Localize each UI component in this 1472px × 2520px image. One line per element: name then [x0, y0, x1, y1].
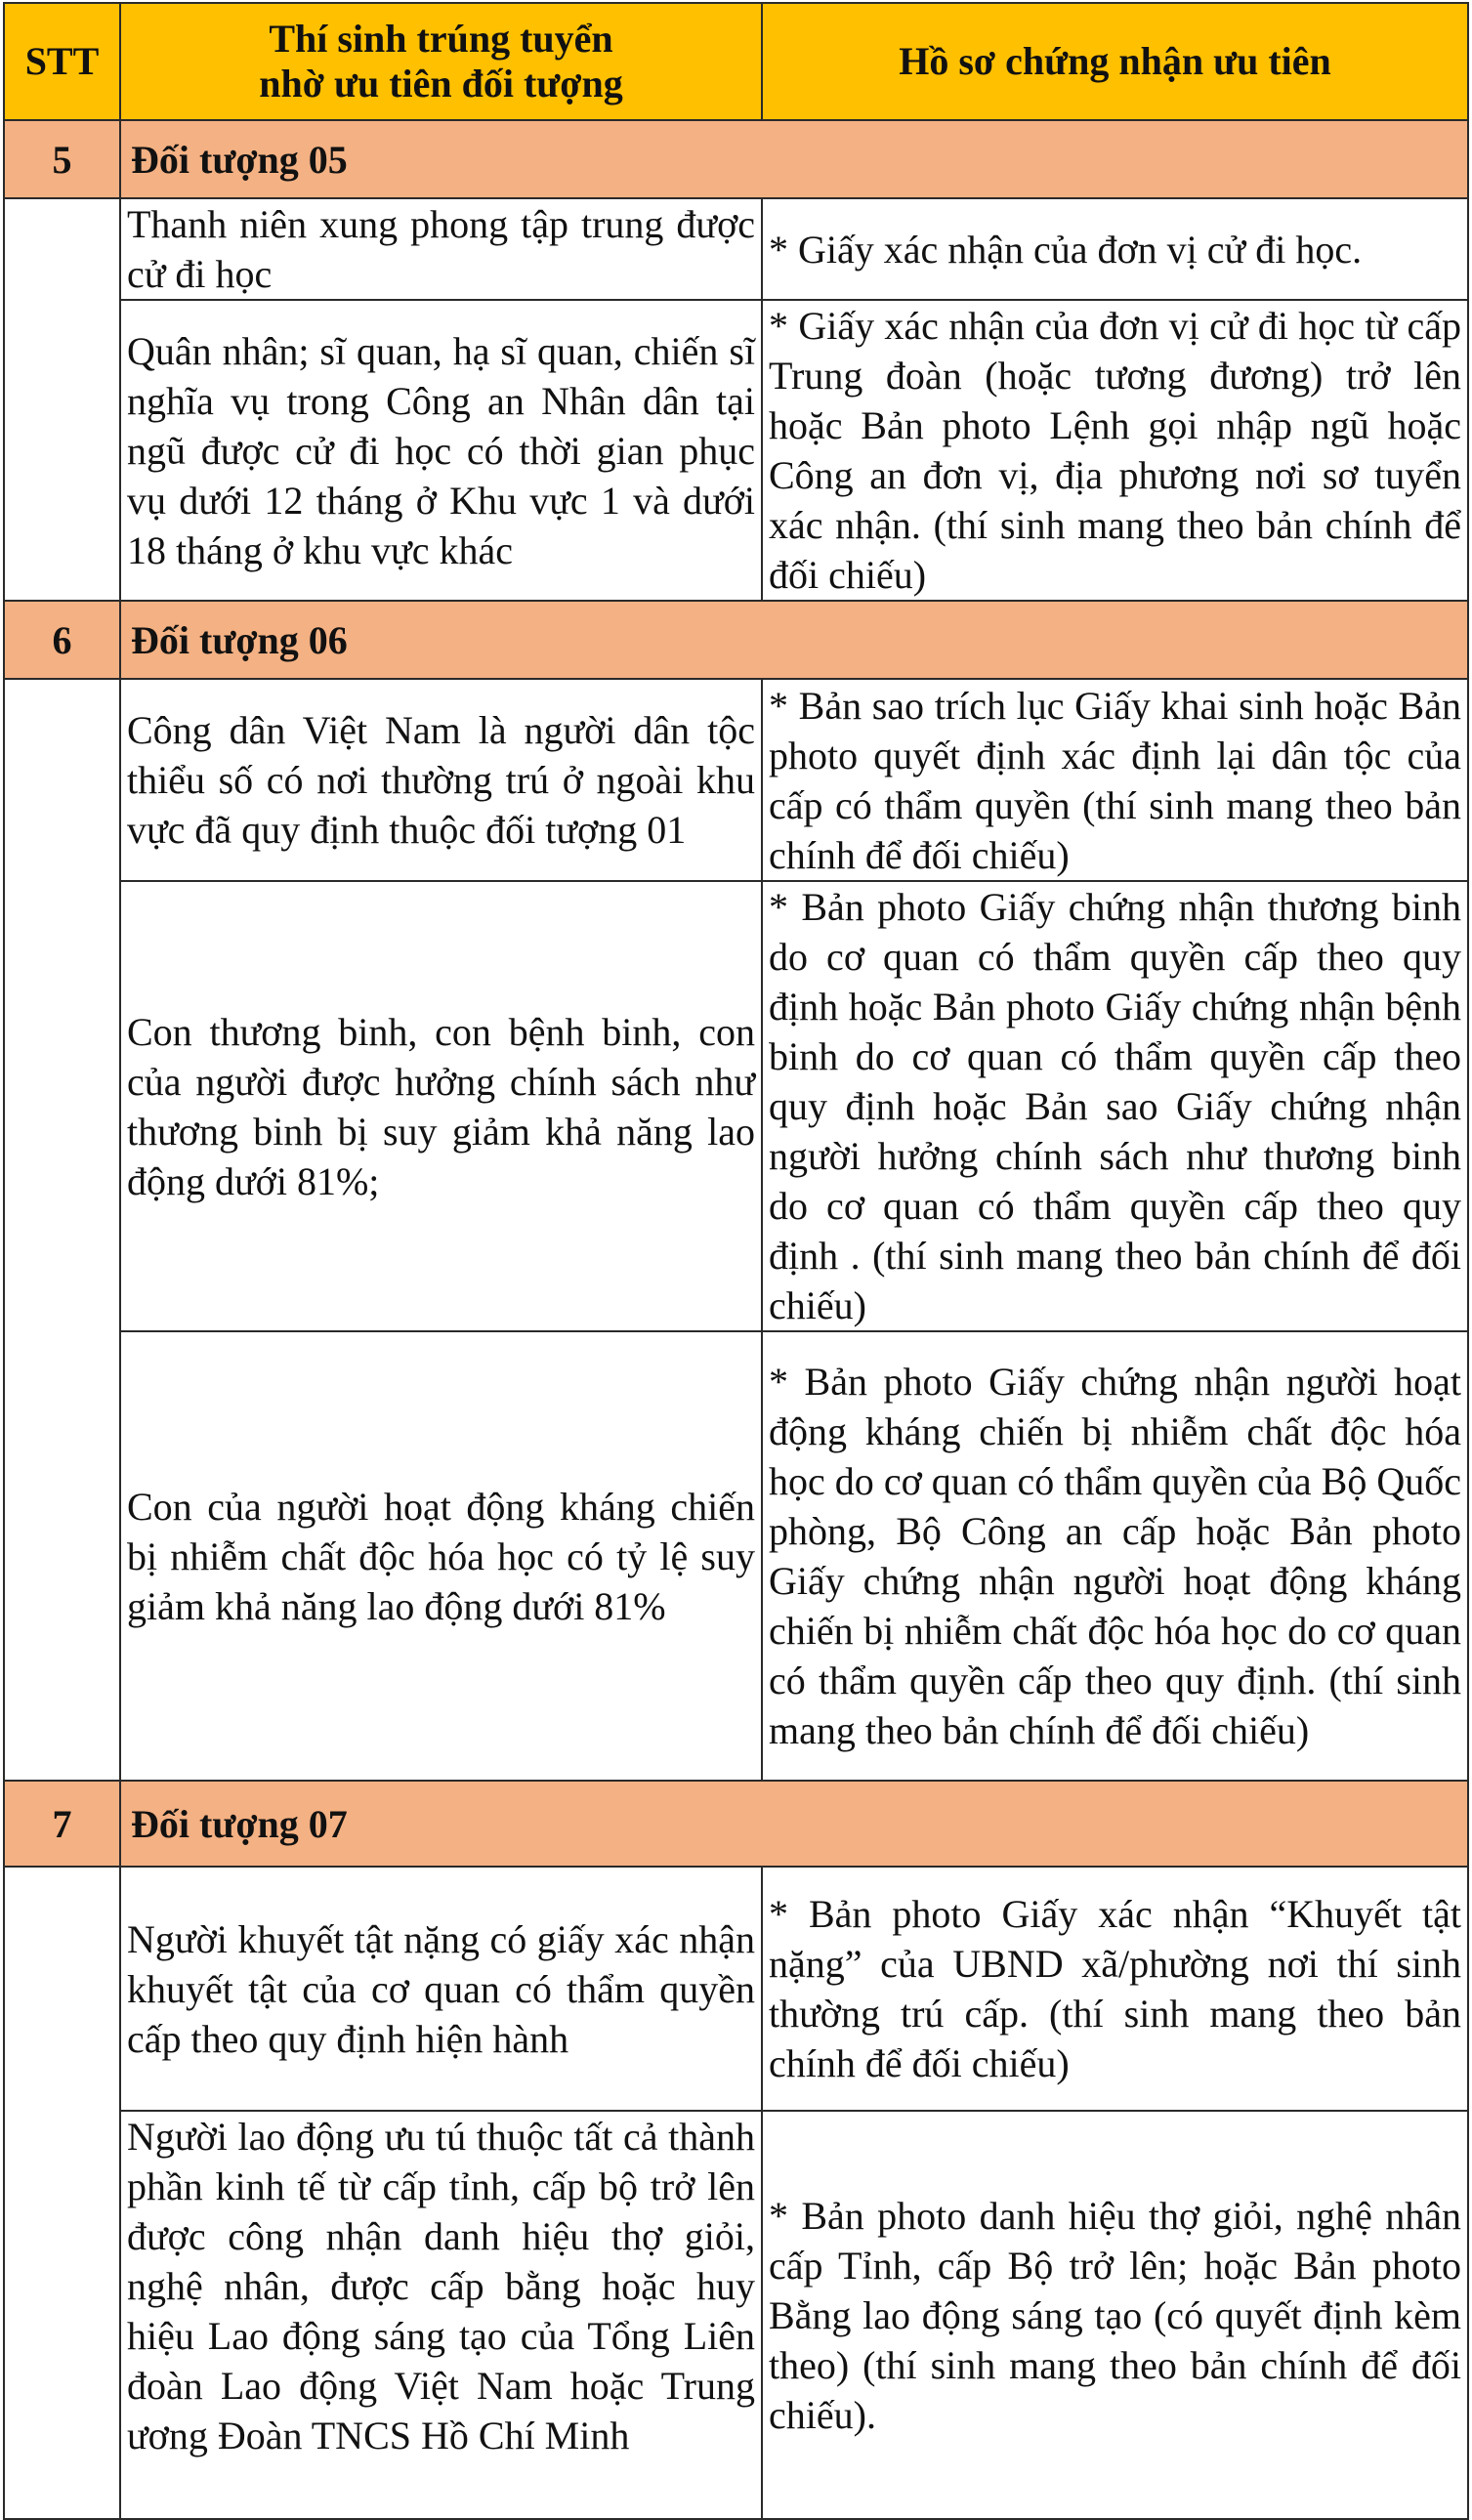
group-row-06	[4, 601, 1468, 679]
header-documents: Hồ sơ chứng nhận ưu tiên	[762, 3, 1468, 120]
header-candidate-type-line2: nhờ ưu tiên đối tượng	[259, 62, 623, 105]
table-row	[4, 300, 1468, 601]
documents-cell: * Bản photo Giấy chứng nhận người hoạt động kháng chiến bị nhiễm chất độc hóa học do cơ quan có thẩm quyền của Bộ Quốc phòng, Bộ Công an cấp hoặc Bản photo Giấy chứng nhận người hoạt động kháng chiến bị nhiễm chất độc hóa học do cơ quan có thẩm quyền cấp theo quy định. (thí sinh mang theo bản chính để đối chiếu)	[762, 1331, 1468, 1781]
candidate-cell: Người lao động ưu tú thuộc tất cả thành phần kinh tế từ cấp tỉnh, cấp bộ trở lên được công nhận danh hiệu thợ giỏi, nghệ nhân, được cấp bằng hoặc huy hiệu Lao động sáng tạo của Tổng Liên đoàn Lao động Việt Nam hoặc Trung ương Đoàn TNCS Hồ Chí Minh	[120, 2111, 762, 2519]
table-row	[4, 2111, 1468, 2519]
candidate-cell: Công dân Việt Nam là người dân tộc thiểu số có nơi thường trú ở ngoài khu vực đã quy định thuộc đối tượng 01	[120, 679, 762, 881]
candidate-cell: Người khuyết tật nặng có giấy xác nhận khuyết tật của cơ quan có thẩm quyền cấp theo quy định hiện hành	[120, 1867, 762, 2111]
documents-cell: * Bản sao trích lục Giấy khai sinh hoặc Bản photo quyết định xác định lại dân tộc của cấp có thẩm quyền (thí sinh mang theo bản chính để đối chiếu)	[762, 679, 1468, 881]
candidate-cell: Quân nhân; sĩ quan, hạ sĩ quan, chiến sĩ nghĩa vụ trong Công an Nhân dân tại ngũ được cử đi học có thời gian phục vụ dưới 12 tháng ở Khu vực 1 và dưới 18 tháng ở khu vực khác	[120, 300, 762, 601]
candidate-cell: Thanh niên xung phong tập trung được cử đi học	[120, 198, 762, 300]
group-number: 6	[4, 601, 120, 679]
documents-cell: * Bản photo Giấy xác nhận “Khuyết tật nặng” của UBND xã/phường nơi thí sinh thường trú cấp. (thí sinh mang theo bản chính để đối chiếu)	[762, 1867, 1468, 2111]
header-stt: STT	[4, 3, 120, 120]
table-row	[4, 198, 1468, 300]
documents-cell: * Bản photo danh hiệu thợ giỏi, nghệ nhân cấp Tỉnh, cấp Bộ trở lên; hoặc Bản photo Bằng lao động sáng tạo (có quyết định kèm theo) (thí sinh mang theo bản chính để đối chiếu).	[762, 2111, 1468, 2519]
documents-cell: * Giấy xác nhận của đơn vị cử đi học từ cấp Trung đoàn (hoặc tương đương) trở lên hoặc Bản photo Lệnh gọi nhập ngũ hoặc Công an đơn vị, địa phương nơi sơ tuyển xác nhận. (thí sinh mang theo bản chính để đối chiếu)	[762, 300, 1468, 601]
group-label: Đối tượng 07	[120, 1781, 1468, 1867]
table-row	[4, 881, 1468, 1331]
empty-stt-cell	[4, 198, 120, 601]
candidate-cell: Con thương binh, con bệnh binh, con của người được hưởng chính sách như thương binh bị suy giảm khả năng lao động dưới 81%;	[120, 881, 762, 1331]
candidate-cell: Con của người hoạt động kháng chiến bị nhiễm chất độc hóa học có tỷ lệ suy giảm khả năng lao động dưới 81%	[120, 1331, 762, 1781]
table-header-row	[4, 3, 1468, 120]
group-label: Đối tượng 05	[120, 120, 1468, 198]
group-row-07	[4, 1781, 1468, 1867]
header-candidate-type-line1: Thí sinh trúng tuyển	[269, 17, 613, 61]
priority-documents-table	[3, 2, 1469, 2520]
table-row	[4, 679, 1468, 881]
table-row	[4, 1867, 1468, 2111]
group-number: 7	[4, 1781, 120, 1867]
group-number: 5	[4, 120, 120, 198]
header-candidate-type	[120, 3, 762, 120]
group-label: Đối tượng 06	[120, 601, 1468, 679]
empty-stt-cell	[4, 1867, 120, 2519]
table-row	[4, 1331, 1468, 1781]
documents-cell: * Giấy xác nhận của đơn vị cử đi học.	[762, 198, 1468, 300]
empty-stt-cell	[4, 679, 120, 1781]
documents-cell: * Bản photo Giấy chứng nhận thương binh do cơ quan có thẩm quyền cấp theo quy định hoặc Bản photo Giấy chứng nhận bệnh binh do cơ quan có thẩm quyền cấp theo quy định hoặc Bản sao Giấy chứng nhận người hưởng chính sách như thương binh do cơ quan có thẩm quyền cấp theo quy định . (thí sinh mang theo bản chính để đối chiếu)	[762, 881, 1468, 1331]
group-row-05	[4, 120, 1468, 198]
